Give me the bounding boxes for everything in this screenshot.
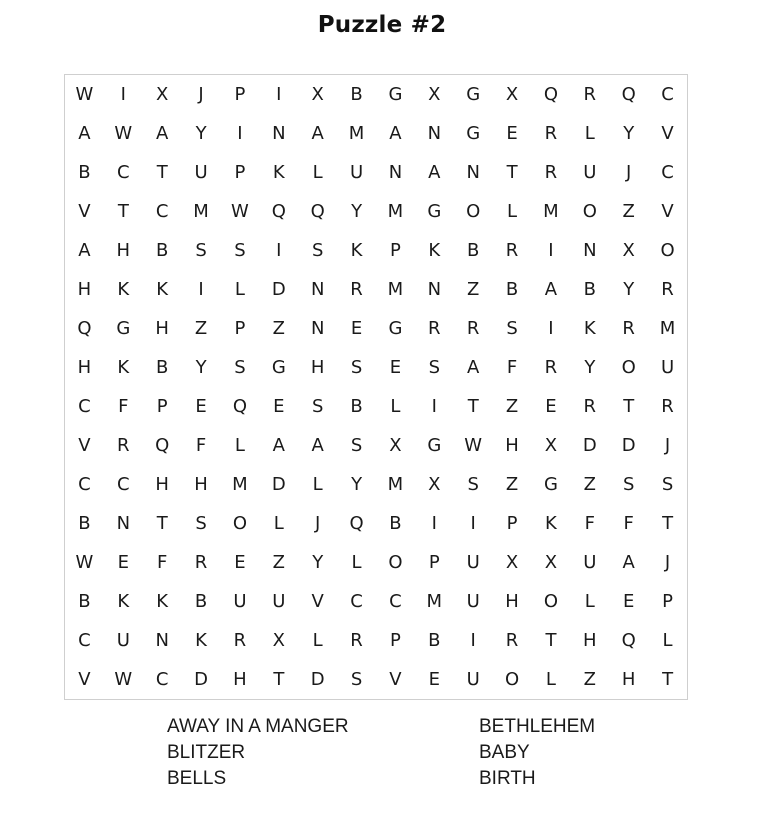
word-list-item: BLITZER xyxy=(167,742,246,763)
grid-letter-cell[interactable]: Y xyxy=(623,123,635,144)
grid-letter-cell[interactable]: B xyxy=(78,513,91,534)
grid-letter-cell[interactable]: Y xyxy=(351,474,363,495)
grid-letter-cell[interactable]: I xyxy=(431,396,437,417)
grid-letter-cell[interactable]: Y xyxy=(584,357,596,378)
grid-letter-cell[interactable]: G xyxy=(271,357,286,378)
grid-letter-cell[interactable]: Q xyxy=(543,84,559,105)
grid-letter-cell[interactable]: V xyxy=(661,201,674,222)
grid-letter-cell[interactable]: T xyxy=(662,513,674,534)
grid-letter-cell[interactable]: H xyxy=(77,357,92,378)
grid-letter-cell[interactable]: X xyxy=(544,435,558,456)
grid-letter-cell[interactable]: L xyxy=(507,201,518,222)
grid-letter-cell[interactable]: V xyxy=(78,669,91,690)
grid-letter-cell[interactable]: M xyxy=(387,279,404,300)
grid-letter-cell[interactable]: E xyxy=(195,396,207,417)
grid-letter-cell[interactable]: N xyxy=(310,318,325,339)
grid-letter-cell[interactable]: G xyxy=(388,318,403,339)
grid-letter-cell[interactable]: R xyxy=(117,435,130,456)
grid-letter-cell[interactable]: M xyxy=(543,201,559,222)
grid-letter-cell[interactable]: C xyxy=(661,84,674,105)
grid-letter-cell[interactable]: P xyxy=(662,591,673,612)
grid-letter-cell[interactable]: Z xyxy=(272,552,285,573)
grid-letter-cell[interactable]: G xyxy=(466,123,481,144)
grid-letter-cell[interactable]: A xyxy=(78,240,91,261)
grid-letter-cell[interactable]: P xyxy=(234,84,246,105)
grid-letter-cell[interactable]: S xyxy=(467,474,479,495)
grid-letter-cell[interactable]: K xyxy=(117,357,130,378)
grid-letter-cell[interactable]: L xyxy=(312,474,323,495)
grid-letter-cell[interactable]: T xyxy=(623,396,635,417)
grid-letter-cell[interactable]: S xyxy=(195,240,207,261)
grid-letter-cell[interactable]: K xyxy=(272,162,285,183)
grid-letter-cell[interactable]: L xyxy=(662,630,673,651)
grid-letter-cell[interactable]: M xyxy=(426,591,443,612)
grid-letter-cell[interactable]: N xyxy=(466,162,480,183)
grid-letter-cell[interactable]: J xyxy=(664,552,671,573)
word-list-item: AWAY IN A MANGER xyxy=(167,716,349,737)
grid-letter-cell[interactable]: S xyxy=(234,240,246,261)
grid-letter-cell[interactable]: M xyxy=(232,474,248,495)
grid-letter-cell[interactable]: Z xyxy=(467,279,480,300)
grid-letter-cell[interactable]: X xyxy=(428,84,441,105)
grid-letter-cell[interactable]: S xyxy=(311,396,324,417)
grid-letter-cell[interactable]: A xyxy=(78,123,91,144)
grid-letter-cell[interactable]: Z xyxy=(272,318,285,339)
grid-letter-cell[interactable]: X xyxy=(622,240,635,261)
grid-letter-cell[interactable]: S xyxy=(506,318,518,339)
grid-letter-cell[interactable]: E xyxy=(506,123,518,144)
grid-letter-cell[interactable]: R xyxy=(466,318,480,339)
grid-letter-cell[interactable]: C xyxy=(661,162,674,183)
grid-letter-cell[interactable]: W xyxy=(75,552,94,573)
grid-letter-cell[interactable]: F xyxy=(506,357,518,378)
grid-letter-cell[interactable]: R xyxy=(350,279,363,300)
grid-letter-cell[interactable]: Q xyxy=(232,396,248,417)
grid-letter-cell[interactable]: O xyxy=(388,552,403,573)
grid-letter-cell[interactable]: X xyxy=(311,84,324,105)
grid-letter-cell[interactable]: R xyxy=(661,396,674,417)
grid-letter-cell[interactable]: J xyxy=(664,435,671,456)
grid-letter-cell[interactable]: U xyxy=(466,669,480,690)
grid-letter-cell[interactable]: H xyxy=(310,357,325,378)
grid-letter-cell[interactable]: S xyxy=(350,357,363,378)
grid-letter-cell[interactable]: O xyxy=(504,669,520,690)
grid-letter-cell[interactable]: A xyxy=(156,123,169,144)
grid-letter-cell[interactable]: K xyxy=(156,591,169,612)
grid-letter-cell[interactable]: G xyxy=(543,474,558,495)
grid-letter-cell[interactable]: O xyxy=(543,591,559,612)
grid-letter-cell[interactable]: Q xyxy=(271,201,286,222)
grid-letter-cell[interactable]: B xyxy=(467,240,480,261)
grid-letter-cell[interactable]: L xyxy=(312,630,323,651)
grid-letter-cell[interactable]: D xyxy=(194,669,208,690)
grid-letter-cell[interactable]: C xyxy=(78,396,91,417)
grid-letter-cell[interactable]: E xyxy=(389,357,402,378)
grid-letter-cell[interactable]: B xyxy=(583,279,596,300)
grid-letter-cell[interactable]: V xyxy=(78,201,91,222)
grid-letter-cell[interactable]: K xyxy=(545,513,557,534)
grid-letter-cell[interactable]: F xyxy=(195,435,207,456)
grid-letter-cell[interactable]: N xyxy=(388,162,403,183)
grid-letter-cell[interactable]: V xyxy=(661,123,674,144)
grid-letter-cell[interactable]: T xyxy=(506,162,518,183)
grid-letter-cell[interactable]: T xyxy=(273,669,285,690)
grid-letter-cell[interactable]: M xyxy=(193,201,209,222)
grid-letter-cell[interactable]: O xyxy=(621,357,636,378)
grid-letter-cell[interactable]: H xyxy=(194,474,208,495)
grid-letter-cell[interactable]: M xyxy=(659,318,676,339)
grid-letter-cell[interactable]: N xyxy=(310,279,325,300)
grid-letter-cell[interactable]: Y xyxy=(312,552,324,573)
grid-letter-cell[interactable]: S xyxy=(311,240,324,261)
grid-letter-cell[interactable]: B xyxy=(156,240,169,261)
grid-letter-cell[interactable]: H xyxy=(77,279,92,300)
grid-letter-cell[interactable]: Q xyxy=(155,435,170,456)
grid-letter-cell[interactable]: U xyxy=(466,552,480,573)
puzzle-title: Puzzle #2 xyxy=(317,12,447,38)
grid-letter-cell[interactable]: J xyxy=(315,513,321,534)
grid-letter-cell[interactable]: R xyxy=(583,84,597,105)
grid-letter-cell[interactable]: A xyxy=(311,123,324,144)
grid-letter-cell[interactable]: X xyxy=(428,474,441,495)
grid-letter-cell[interactable]: L xyxy=(312,162,323,183)
grid-letter-cell[interactable]: B xyxy=(505,279,519,300)
grid-letter-cell[interactable]: I xyxy=(237,123,243,144)
grid-letter-cell[interactable]: L xyxy=(273,513,284,534)
grid-letter-cell[interactable]: F xyxy=(157,552,168,573)
word-list-item: BELLS xyxy=(167,768,227,789)
grid-letter-cell[interactable]: C xyxy=(389,591,402,612)
grid-letter-cell[interactable]: R xyxy=(505,240,519,261)
grid-letter-cell[interactable]: M xyxy=(387,201,404,222)
grid-letter-cell[interactable]: O xyxy=(660,240,675,261)
grid-letter-cell[interactable]: A xyxy=(467,357,480,378)
grid-letter-cell[interactable]: C xyxy=(155,669,169,690)
grid-letter-cell[interactable]: G xyxy=(388,84,403,105)
grid-letter-cell[interactable]: P xyxy=(506,513,518,534)
grid-letter-cell[interactable]: S xyxy=(428,357,441,378)
grid-letter-cell[interactable]: N xyxy=(155,630,169,651)
grid-letter-cell[interactable]: N xyxy=(427,279,442,300)
grid-letter-cell[interactable]: H xyxy=(505,591,519,612)
grid-letter-cell[interactable]: R xyxy=(544,162,558,183)
grid-letter-cell[interactable]: W xyxy=(231,201,249,222)
grid-letter-cell[interactable]: I xyxy=(470,630,476,651)
grid-letter-cell[interactable]: P xyxy=(390,240,401,261)
grid-letter-cell[interactable]: Q xyxy=(349,513,364,534)
grid-letter-cell[interactable]: Z xyxy=(505,396,519,417)
grid-letter-cell[interactable]: P xyxy=(234,318,246,339)
grid-letter-cell[interactable]: X xyxy=(156,84,169,105)
grid-letter-cell[interactable]: T xyxy=(156,162,168,183)
grid-letter-cell[interactable]: U xyxy=(194,162,208,183)
grid-letter-cell[interactable]: C xyxy=(350,591,363,612)
grid-letter-cell[interactable]: M xyxy=(348,123,365,144)
grid-letter-cell[interactable]: L xyxy=(351,552,362,573)
grid-letter-cell[interactable]: T xyxy=(156,513,168,534)
grid-letter-cell[interactable]: G xyxy=(427,201,442,222)
grid-letter-cell[interactable]: A xyxy=(272,435,285,456)
grid-letter-cell[interactable]: Q xyxy=(621,84,636,105)
grid-letter-cell[interactable]: A xyxy=(622,552,635,573)
grid-letter-cell[interactable]: O xyxy=(466,201,481,222)
grid-letter-cell[interactable]: C xyxy=(78,474,91,495)
grid-letter-cell[interactable]: D xyxy=(582,435,597,456)
grid-letter-cell[interactable]: M xyxy=(387,474,404,495)
grid-letter-cell[interactable]: P xyxy=(428,552,440,573)
grid-letter-cell[interactable]: W xyxy=(114,123,133,144)
grid-letter-cell[interactable]: K xyxy=(350,240,363,261)
grid-letter-cell[interactable]: N xyxy=(272,123,286,144)
grid-letter-cell[interactable]: E xyxy=(234,552,246,573)
grid-letter-cell[interactable]: D xyxy=(271,279,286,300)
grid-letter-cell[interactable]: L xyxy=(584,591,595,612)
grid-letter-cell[interactable]: U xyxy=(272,591,286,612)
grid-letter-cell[interactable]: Y xyxy=(623,279,635,300)
grid-letter-cell[interactable]: E xyxy=(350,318,363,339)
grid-letter-cell[interactable]: O xyxy=(232,513,248,534)
grid-letter-cell[interactable]: G xyxy=(466,84,481,105)
grid-letter-cell[interactable]: Q xyxy=(310,201,325,222)
grid-letter-cell[interactable]: X xyxy=(544,552,558,573)
grid-letter-cell[interactable]: E xyxy=(623,591,635,612)
grid-letter-cell[interactable]: L xyxy=(234,279,245,300)
grid-letter-cell[interactable]: K xyxy=(117,591,130,612)
grid-letter-cell[interactable]: I xyxy=(198,279,204,300)
grid-letter-cell[interactable]: I xyxy=(431,513,437,534)
grid-letter-cell[interactable]: H xyxy=(505,435,519,456)
grid-letter-cell[interactable]: S xyxy=(350,435,363,456)
grid-letter-cell[interactable]: G xyxy=(116,318,131,339)
grid-letter-cell[interactable]: X xyxy=(505,552,519,573)
grid-letter-cell[interactable]: Z xyxy=(583,669,596,690)
grid-letter-cell[interactable]: T xyxy=(117,201,129,222)
grid-letter-cell[interactable]: X xyxy=(505,84,519,105)
grid-letter-cell[interactable]: F xyxy=(118,396,129,417)
grid-letter-cell[interactable]: C xyxy=(155,201,169,222)
grid-letter-cell[interactable]: P xyxy=(390,630,401,651)
grid-letter-cell[interactable]: L xyxy=(545,669,556,690)
grid-letter-cell[interactable]: U xyxy=(349,162,364,183)
grid-letter-cell[interactable]: N xyxy=(116,513,131,534)
grid-letter-cell[interactable]: H xyxy=(155,474,169,495)
grid-letter-cell[interactable]: Y xyxy=(195,123,207,144)
grid-letter-cell[interactable]: R xyxy=(583,396,597,417)
grid-letter-cell[interactable]: A xyxy=(389,123,402,144)
grid-letter-cell[interactable]: J xyxy=(198,84,204,105)
grid-letter-cell[interactable]: H xyxy=(116,240,131,261)
word-list-right xyxy=(479,714,595,792)
grid-letter-cell[interactable]: W xyxy=(464,435,483,456)
grid-letter-cell[interactable]: D xyxy=(310,669,325,690)
grid-letter-cell[interactable]: B xyxy=(78,162,91,183)
grid-letter-cell[interactable]: J xyxy=(626,162,632,183)
grid-letter-cell[interactable]: U xyxy=(466,591,480,612)
grid-letter-cell[interactable]: S xyxy=(661,474,674,495)
grid-letter-cell[interactable]: E xyxy=(117,552,129,573)
word-list-item: BABY xyxy=(479,742,530,763)
grid-letter-cell[interactable]: Z xyxy=(505,474,519,495)
grid-letter-cell[interactable]: E xyxy=(428,669,440,690)
grid-letter-cell[interactable]: K xyxy=(195,630,207,651)
grid-letter-cell[interactable]: L xyxy=(390,396,401,417)
grid-letter-cell[interactable]: Y xyxy=(195,357,207,378)
grid-letter-cell[interactable]: U xyxy=(116,630,130,651)
grid-letter-cell[interactable]: I xyxy=(276,84,282,105)
grid-letter-cell[interactable]: A xyxy=(544,279,558,300)
grid-letter-cell[interactable]: B xyxy=(194,591,208,612)
word-list-item: BIRTH xyxy=(479,768,536,789)
grid-letter-cell[interactable]: I xyxy=(276,240,282,261)
grid-letter-cell[interactable]: Q xyxy=(621,630,636,651)
grid-letter-cell[interactable]: R xyxy=(661,279,674,300)
grid-letter-cell[interactable]: S xyxy=(622,474,635,495)
grid-letter-cell[interactable]: H xyxy=(583,630,597,651)
grid-letter-cell[interactable]: X xyxy=(272,630,285,651)
grid-letter-cell[interactable]: K xyxy=(583,318,596,339)
grid-letter-cell[interactable]: T xyxy=(467,396,479,417)
grid-letter-cell[interactable]: B xyxy=(78,591,91,612)
grid-letter-cell[interactable]: I xyxy=(548,240,554,261)
grid-letter-cell[interactable]: X xyxy=(389,435,402,456)
grid-letter-cell[interactable]: R xyxy=(350,630,363,651)
grid-letter-cell[interactable]: B xyxy=(428,630,441,651)
grid-letter-cell[interactable]: N xyxy=(427,123,442,144)
grid-letter-cell[interactable]: V xyxy=(78,435,91,456)
grid-letter-cell[interactable]: R xyxy=(233,630,247,651)
grid-letter-cell[interactable]: V xyxy=(389,669,402,690)
grid-letter-cell[interactable]: N xyxy=(583,240,597,261)
grid-letter-cell[interactable]: F xyxy=(623,513,634,534)
grid-letter-cell[interactable]: U xyxy=(660,357,675,378)
grid-letter-cell[interactable]: A xyxy=(311,435,324,456)
grid-letter-cell[interactable]: E xyxy=(273,396,285,417)
grid-letter-cell[interactable]: A xyxy=(428,162,441,183)
word-list-item: BETHLEHEM xyxy=(479,716,596,737)
grid-letter-cell[interactable]: S xyxy=(234,357,246,378)
grid-letter-cell[interactable]: B xyxy=(350,84,363,105)
grid-letter-cell[interactable]: D xyxy=(621,435,636,456)
grid-letter-cell[interactable]: D xyxy=(271,474,286,495)
grid-letter-cell[interactable]: Z xyxy=(194,318,208,339)
grid-letter-cell[interactable]: R xyxy=(544,123,558,144)
grid-letter-cell[interactable]: B xyxy=(156,357,169,378)
grid-letter-cell[interactable]: T xyxy=(545,630,557,651)
grid-letter-cell[interactable]: F xyxy=(584,513,595,534)
grid-letter-cell[interactable]: U xyxy=(233,591,247,612)
grid-letter-cell[interactable]: C xyxy=(117,474,130,495)
word-list-left xyxy=(167,714,349,792)
grid-letter-cell[interactable]: V xyxy=(311,591,324,612)
grid-letter-cell[interactable]: P xyxy=(234,162,246,183)
grid-letter-cell[interactable]: R xyxy=(505,630,519,651)
grid-letter-cell[interactable]: E xyxy=(545,396,557,417)
grid-letter-cell[interactable]: H xyxy=(621,669,636,690)
grid-letter-cell[interactable]: Z xyxy=(622,201,635,222)
grid-letter-cell[interactable]: G xyxy=(427,435,442,456)
grid-letter-cell[interactable]: P xyxy=(156,396,168,417)
grid-letter-cell[interactable]: R xyxy=(544,357,558,378)
grid-letter-cell[interactable]: H xyxy=(233,669,247,690)
grid-letter-cell[interactable]: R xyxy=(194,552,208,573)
grid-letter-cell[interactable]: I xyxy=(470,513,476,534)
grid-letter-cell[interactable]: I xyxy=(120,84,126,105)
grid-letter-cell[interactable]: R xyxy=(428,318,441,339)
grid-letter-cell[interactable]: S xyxy=(195,513,207,534)
grid-letter-cell[interactable]: L xyxy=(584,123,595,144)
grid-letter-cell[interactable]: C xyxy=(117,162,130,183)
grid-letter-cell[interactable]: R xyxy=(622,318,635,339)
grid-letter-cell[interactable]: I xyxy=(548,318,554,339)
grid-letter-cell[interactable]: C xyxy=(78,630,91,651)
grid-letter-cell[interactable]: W xyxy=(75,84,94,105)
grid-letter-cell[interactable]: K xyxy=(156,279,169,300)
grid-letter-cell[interactable]: U xyxy=(583,162,597,183)
grid-letter-cell[interactable]: S xyxy=(350,669,363,690)
grid-letter-cell[interactable]: B xyxy=(350,396,363,417)
grid-letter-cell[interactable]: K xyxy=(428,240,441,261)
grid-letter-cell[interactable]: Z xyxy=(583,474,596,495)
grid-letter-cell[interactable]: L xyxy=(234,435,245,456)
grid-letter-cell[interactable]: Q xyxy=(77,318,92,339)
grid-letter-cell[interactable]: W xyxy=(114,669,133,690)
grid-letter-cell[interactable]: T xyxy=(662,669,674,690)
grid-letter-cell[interactable]: K xyxy=(117,279,130,300)
grid-letter-cell[interactable]: Y xyxy=(351,201,363,222)
grid-letter-cell[interactable]: H xyxy=(155,318,169,339)
word-search-grid xyxy=(64,74,688,700)
grid-letter-cell[interactable]: U xyxy=(583,552,597,573)
grid-letter-cell[interactable]: B xyxy=(389,513,402,534)
grid-letter-cell[interactable]: O xyxy=(582,201,597,222)
